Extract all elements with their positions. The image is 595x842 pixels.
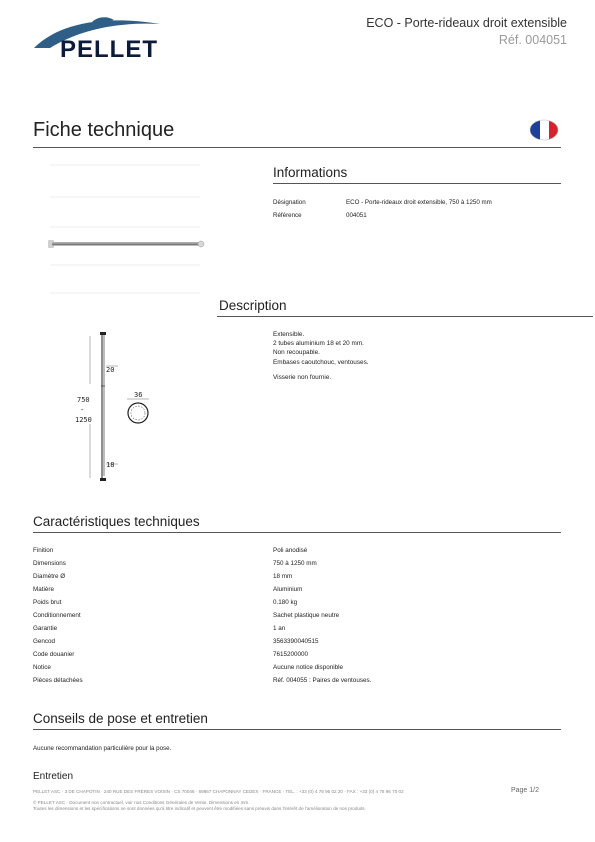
page-number: Page 1/2: [510, 787, 539, 794]
spec-label: Code douanier: [33, 651, 75, 658]
spec-value: Réf. 004055 : Paires de ventouses.: [273, 677, 372, 684]
table-row: [33, 586, 553, 599]
entretien-heading: Entretien: [33, 771, 74, 782]
designation-value: ECO - Porte-rideaux droit extensible, 750 à 1250 mm: [346, 199, 492, 206]
table-row: [33, 599, 553, 612]
designation-label: Désignation: [273, 199, 306, 206]
technical-drawing: [70, 326, 170, 486]
conseils-rule: [33, 729, 561, 730]
table-row: [33, 560, 553, 573]
spec-label: Poids brut: [33, 599, 62, 606]
conseils-heading: Conseils de pose et entretien: [33, 711, 208, 726]
table-row: [33, 677, 553, 690]
description-heading: Description: [219, 298, 287, 313]
spec-value: Poli anodisé: [273, 547, 308, 554]
brand-name: PELLET: [60, 36, 159, 63]
spec-label: Gencod: [33, 638, 56, 645]
footer-disclaimer: Toutes les dimensions et les spécifications ne sont données qu'à titre indicatif et peuvent être modifiées sans préavis dans l'intérêt de l'amélioration de nos produits.: [33, 806, 366, 811]
product-reference: Réf. 004051: [498, 33, 567, 47]
conseils-text: Aucune recommandation particulière pour la pose.: [33, 745, 172, 752]
description-line: 2 tubes aluminium 18 et 20 mm.: [273, 340, 364, 348]
specs-table: [33, 547, 561, 697]
dim-18-label: 18: [106, 461, 115, 469]
footer-copyright: © PELLET ASC · Document non contractuel, voir nos Conditions Générales de Vente. Dimensions en mm.: [33, 800, 250, 805]
spec-label: Finition: [33, 547, 54, 554]
dim-dash-label: -: [80, 406, 85, 414]
spec-value: 3563390040515: [273, 638, 319, 645]
spec-label: Diamètre Ø: [33, 573, 66, 580]
spec-value: 18 mm: [273, 573, 293, 580]
description-line: Visserie non fournie.: [273, 373, 332, 381]
table-row: [33, 573, 553, 586]
description-line: Embases caoutchouc, ventouses.: [273, 358, 369, 366]
spec-label: Conditionnement: [33, 612, 81, 619]
specs-heading: Caractéristiques techniques: [33, 514, 200, 529]
spec-value: 0.180 kg: [273, 599, 298, 606]
table-row: [33, 638, 553, 651]
spec-value: 750 à 1250 mm: [273, 560, 317, 567]
spec-label: Garantie: [33, 625, 58, 632]
product-title: ECO - Porte-rideaux droit extensible: [366, 16, 567, 30]
table-row: [33, 664, 553, 677]
spec-label: Pièces détachées: [33, 677, 83, 684]
table-row: [33, 651, 553, 664]
description-line: Extensible.: [273, 331, 305, 338]
spec-value: 7615200000: [273, 651, 309, 658]
spec-value: 1 an: [273, 625, 286, 632]
spec-label: Dimensions: [33, 560, 66, 567]
title-rule: [33, 147, 561, 148]
pellet-logo: [32, 14, 178, 64]
dim-36-label: 36: [134, 391, 143, 399]
spec-label: Matière: [33, 586, 54, 593]
description-rule: [217, 316, 593, 317]
informations-rule: [273, 183, 561, 184]
product-photo: [44, 160, 210, 308]
table-row: [33, 547, 553, 560]
spec-value: Sachet plastique neutre: [273, 612, 340, 619]
footer-address: PELLET ASC · 3 DE CHAPOTIN · 240 RUE DES FRÈRES VOISIN · CS 70046 · 69867 CHAPONNAY CEDEX · FRANCE · TEL. : +33 (0) 4 78 96 02 20 · FAX : +33 (0) 4 78 96 70 02: [33, 789, 404, 794]
spec-label: Notice: [33, 664, 51, 671]
table-row: [33, 612, 553, 625]
spec-value: Aucune notice disponible: [273, 664, 344, 671]
description-line: Non recoupable.: [273, 349, 320, 357]
page-title: Fiche technique: [33, 119, 175, 141]
dimension-drawing: [70, 326, 170, 486]
dim-20-label: 20: [106, 366, 115, 374]
dim-1250-label: 1250: [75, 416, 92, 424]
table-row: [33, 625, 553, 638]
description-text: [273, 330, 553, 382]
reference-label: Référence: [273, 212, 302, 219]
reference-value: 004051: [346, 212, 367, 219]
french-flag-icon: [528, 119, 560, 141]
dim-750-label: 750: [77, 396, 90, 404]
informations-heading: Informations: [273, 165, 348, 180]
specs-rule: [33, 532, 561, 533]
spec-value: Aluminium: [273, 586, 303, 593]
